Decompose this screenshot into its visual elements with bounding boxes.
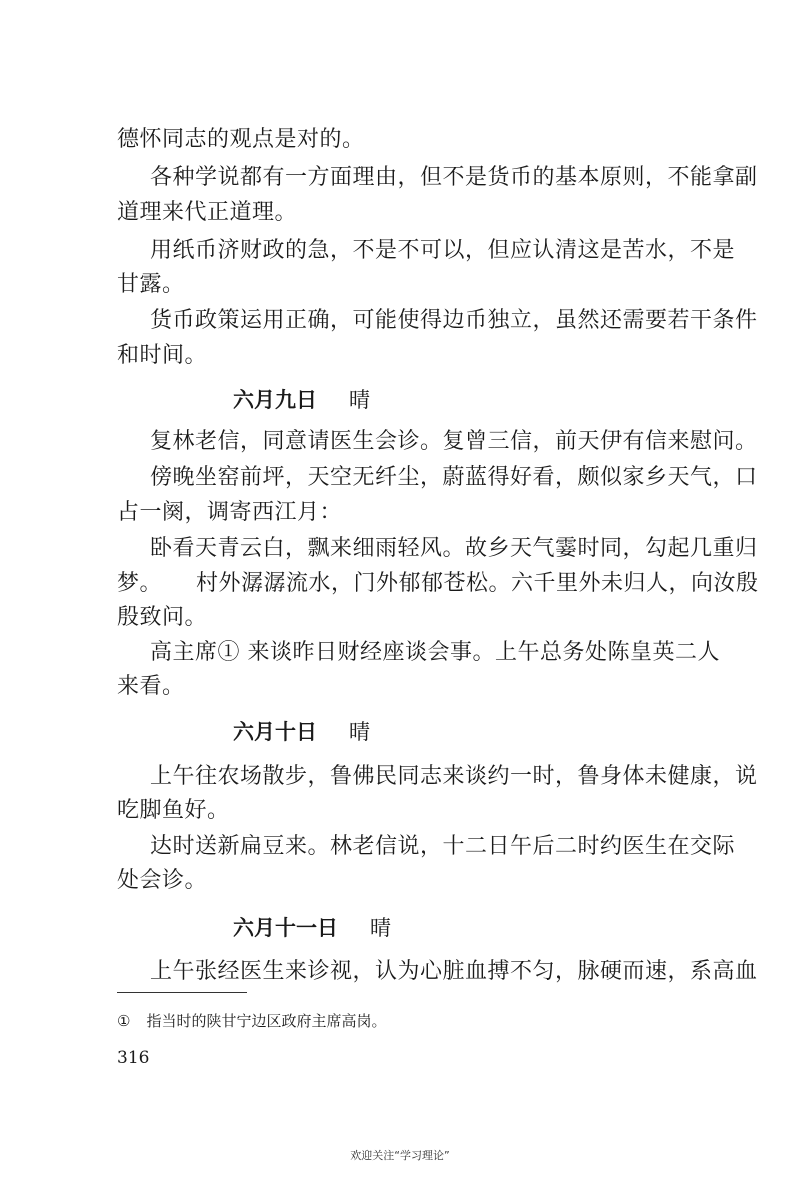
text-line: 上午往农场散步，鲁佛民同志来谈约一时，鲁身体未健康，说 [150,764,758,789]
entry-weather: 晴 [349,388,370,412]
footnote [117,1010,386,1031]
text-line: 货币政策运用正确，可能使得边币独立，虽然还需要若干条件 [150,308,758,333]
text-line: 卧看天青云白，飘来细雨轻风。故乡天气霎时同，勾起几重归 [150,536,758,561]
text-line: 占一阕，调寄西江月： [117,500,343,525]
entry-date: 六月十日 [233,720,317,744]
text-line: 道理来代正道理。 [117,200,298,225]
entry-heading [233,716,370,746]
text-line: 处会诊。 [117,868,208,893]
text-line: 殷致问。 [117,605,208,630]
entry-weather: 晴 [370,916,391,940]
entry-date: 六月十一日 [233,916,338,940]
text-line: 梦。 村外潺潺流水，门外郁郁苍松。六千里外未归人，向汝殷 [117,571,759,596]
text-line: 来看。 [117,674,185,699]
text-line: 德怀同志的观点是对的。 [117,127,365,152]
text-line: 傍晚坐窑前坪，天空无纤尘，蔚蓝得好看，颇似家乡天气，口 [150,465,758,490]
entry-heading [233,384,370,414]
watermark-text: 欢迎关注“学习理论” [350,1149,450,1162]
page-number: 316 [117,1048,150,1068]
text-line: 复林老信，同意请医生会诊。复曾三信，前天伊有信来慰问。 [150,429,758,454]
text-line: 甘露。 [117,272,185,297]
text-line: 用纸币济财政的急，不是不可以，但应认清这是苦水，不是 [150,238,736,263]
text-line: 达时送新扁豆来。林老信说，十二日午后二时约医生在交际 [150,834,736,859]
footnote-mark: ① [117,1012,131,1030]
text-line: 吃脚鱼好。 [117,798,230,823]
entry-date: 六月九日 [233,388,317,412]
text-line: 上午张经医生来诊视，认为心脏血搏不匀，脉硬而速，系高血 [150,959,758,984]
footnote-text: 指当时的陕甘宁边区政府主席高岗。 [146,1012,387,1030]
footnote-divider [117,992,247,993]
text-line: 和时间。 [117,343,208,368]
text-line: 高主席① 来谈昨日财经座谈会事。上午总务处陈皇英二人 [150,640,720,665]
entry-weather: 晴 [349,720,370,744]
entry-heading [233,912,391,942]
text-line: 各种学说都有一方面理由，但不是货币的基本原则，不能拿副 [150,165,758,190]
